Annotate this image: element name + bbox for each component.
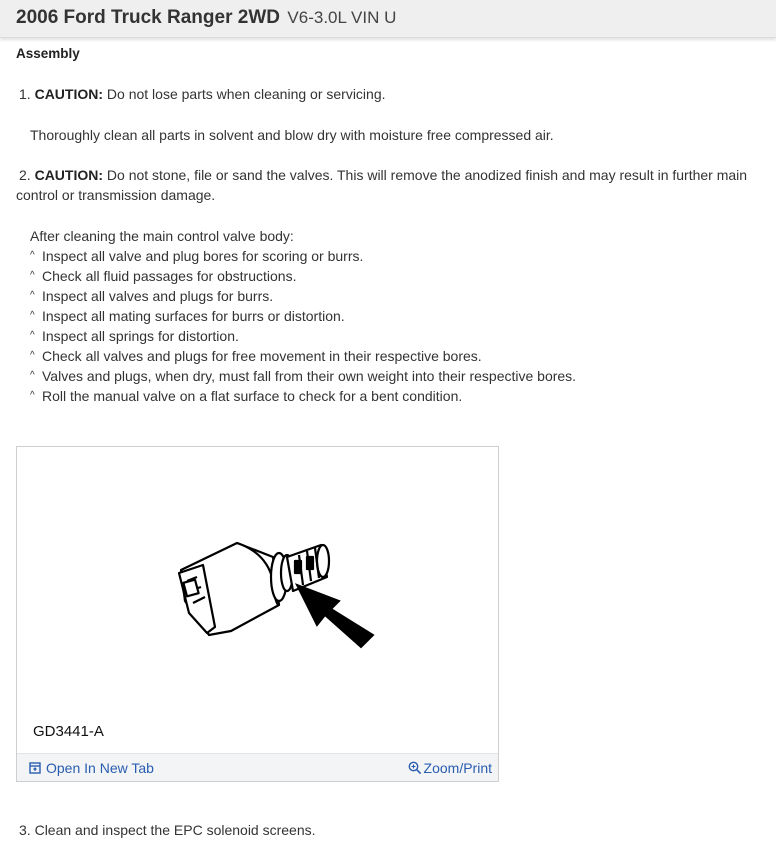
step-2-caution	[16, 165, 756, 205]
magnifier-zoom-icon	[408, 761, 422, 775]
caret-bullet-icon: ^	[30, 310, 35, 321]
list-item-text: Inspect all valves and plugs for burrs.	[42, 288, 274, 304]
open-in-new-tab-label: Open In New Tab	[46, 760, 154, 776]
caret-bullet-icon: ^	[30, 250, 35, 261]
list-item	[16, 246, 363, 266]
list-item	[16, 346, 482, 366]
caret-bullet-icon: ^	[30, 330, 35, 341]
step-number: 1.	[19, 86, 31, 102]
caret-bullet-icon: ^	[30, 290, 35, 301]
figure-toolbar	[17, 753, 498, 781]
list-item	[16, 386, 462, 406]
list-item-text: Inspect all springs for distortion.	[42, 328, 239, 344]
figure-label: GD3441-A	[33, 723, 104, 740]
epc-solenoid-illustration	[175, 535, 395, 655]
list-item-text: Roll the manual valve on a flat surface to check for a bent condition.	[42, 388, 463, 404]
vehicle-title: 2006 Ford Truck Ranger 2WD	[16, 7, 280, 28]
list-item-text: Inspect all valve and plug bores for scoring or burrs.	[42, 248, 364, 264]
list-item	[16, 266, 296, 286]
zoom-print-link[interactable]	[408, 760, 492, 776]
step-number: 2.	[19, 167, 31, 183]
list-item-text: Valves and plugs, when dry, must fall from their own weight into their respective bores.	[42, 368, 577, 384]
caution-label: CAUTION:	[34, 167, 104, 183]
list-item-text: Check all fluid passages for obstructions.	[42, 268, 297, 284]
list-item-text: Check all valves and plugs for free movement in their respective bores.	[42, 348, 482, 364]
list-item	[16, 326, 239, 346]
list-item	[16, 306, 345, 326]
caret-bullet-icon: ^	[30, 370, 35, 381]
caution-text: Do not lose parts when cleaning or servicing.	[103, 86, 386, 102]
caution-label: CAUTION:	[34, 86, 104, 102]
external-tab-icon	[29, 762, 41, 774]
list-item	[16, 366, 576, 386]
caret-bullet-icon: ^	[30, 270, 35, 281]
section-title: Assembly	[16, 46, 80, 61]
zoom-print-label: Zoom/Print	[423, 760, 492, 776]
step-1-body: Thoroughly clean all parts in solvent and blow dry with moisture free compressed air.	[30, 127, 554, 143]
step-2-intro: After cleaning the main control valve body:	[30, 228, 294, 244]
step-3	[16, 820, 316, 840]
step-number: 3.	[19, 822, 31, 838]
list-item	[16, 286, 273, 306]
caution-text: Do not stone, file or sand the valves. This will remove the anodized finish and may result in further main control or transmission damage.	[16, 167, 748, 203]
step-1-caution	[16, 84, 386, 104]
open-in-new-tab-link[interactable]	[29, 760, 154, 776]
engine-subtitle: V6-3.0L VIN U	[287, 8, 397, 27]
list-item-text: Inspect all mating surfaces for burrs or distortion.	[42, 308, 345, 324]
step-3-text: Clean and inspect the EPC solenoid screens.	[34, 822, 316, 838]
caret-bullet-icon: ^	[30, 390, 35, 401]
caret-bullet-icon: ^	[30, 350, 35, 361]
page-header	[0, 0, 776, 38]
figure-panel	[16, 446, 499, 782]
